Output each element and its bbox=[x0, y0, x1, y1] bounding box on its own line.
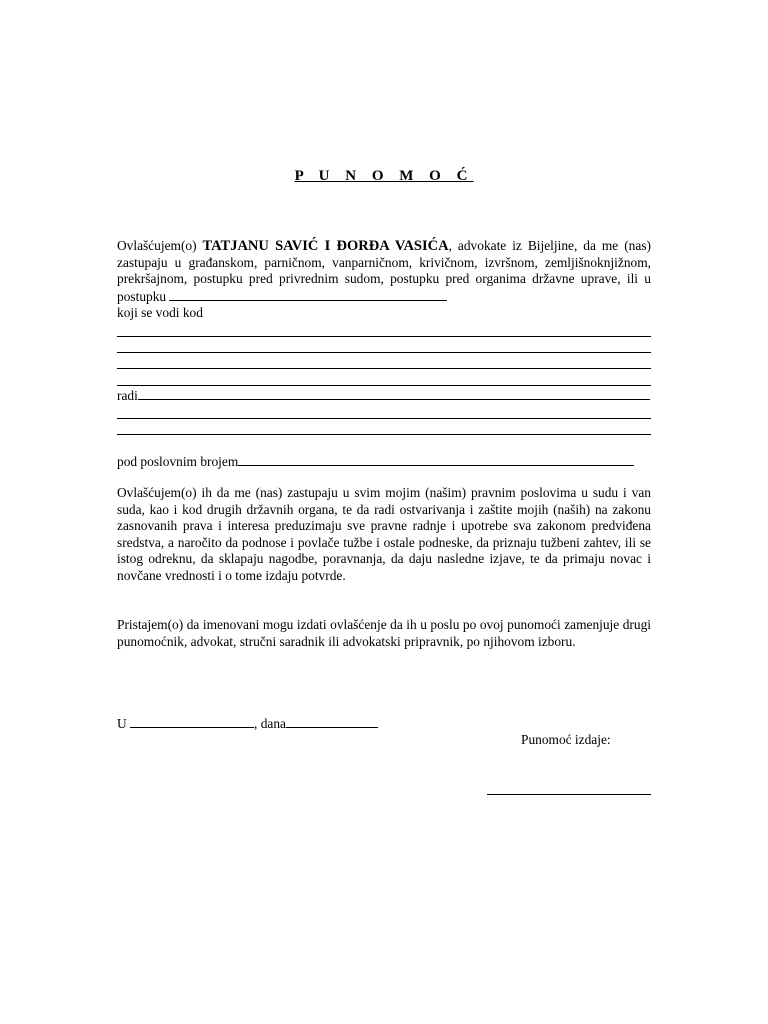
authorization-prefix: Ovlašćujem(o) bbox=[117, 238, 203, 253]
place-prefix: U bbox=[117, 716, 127, 731]
blank-line[interactable] bbox=[117, 434, 651, 435]
case-number-label-text: pod poslovnim brojem bbox=[117, 454, 239, 469]
blank-line[interactable] bbox=[117, 352, 651, 353]
powers-paragraph: Ovlašćujem(o) ih da me (nas) zastupaju u svim mojim (našim) pravnim poslovima u sudu i van suda, kao i kod drugih državnih organa, te da radi ostvarivanja i zaštite mojih (naših) na zakonu zasnovanih prava i interesa preduzimaju sve pravne radnje i upotrebe sva zakonom predviđena sredstva, a naročito da podnose i povlače tužbe i ostale podneske, da priznaju tužbeni zahtev, ili se istog odreknu, da sklapaju nagodbe, poravnanja, da daju nasledne izjave, te da primaju novac i novčane vrednosti i o tome izdaju potvrde. bbox=[117, 485, 651, 583]
subject-label bbox=[117, 387, 650, 404]
authorization-text: , advokate iz Bijeljine, da me (nas) zastupaju u građanskom, parničnom, vanparničnom, krivičnom, izvršnom, zemljišnoknjižnom, prekršajnom, postupku pred privrednim sudom, postupku pred organima državne uprave, ili u postupku bbox=[117, 238, 651, 304]
date-blank[interactable] bbox=[286, 715, 378, 728]
issuer-label: Punomoć izdaje: bbox=[521, 732, 611, 747]
signature-line[interactable] bbox=[487, 794, 651, 795]
blank-line[interactable] bbox=[117, 385, 651, 386]
subject-blank[interactable] bbox=[138, 387, 650, 400]
document-title: P U N O M O Ć bbox=[294, 168, 474, 184]
authorization-paragraph bbox=[117, 238, 651, 305]
court-label: koji se vodi kod bbox=[117, 305, 203, 320]
attorney-names: TATJANU SAVIĆ I ĐORĐA VASIĆA bbox=[202, 238, 449, 254]
blank-line[interactable] bbox=[117, 418, 651, 419]
blank-line[interactable] bbox=[117, 336, 651, 337]
subject-label-text: radi bbox=[117, 388, 138, 403]
place-blank[interactable] bbox=[130, 715, 254, 728]
place-date-line bbox=[117, 715, 378, 732]
case-number-blank[interactable] bbox=[238, 453, 634, 466]
case-number-label bbox=[117, 453, 634, 470]
procedure-blank[interactable] bbox=[169, 288, 447, 301]
blank-line[interactable] bbox=[117, 368, 651, 369]
substitution-paragraph: Pristajem(o) da imenovani mogu izdati ovlašćenje da ih u poslu po ovoj punomoći zamenjuje drugi punomoćnik, advokat, stručni saradnik ili advokatski pripravnik, po njihovom izboru. bbox=[117, 617, 651, 649]
date-label: , dana bbox=[254, 716, 287, 731]
